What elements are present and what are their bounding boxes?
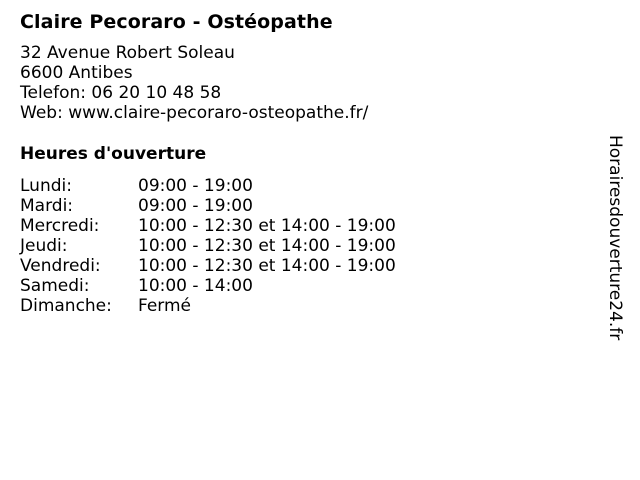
address-city: 6600 Antibes [20,63,133,83]
day-label: Mardi: [20,196,74,216]
time-value: 09:00 - 19:00 [138,176,253,196]
day-label: Vendredi: [20,256,101,276]
business-name: Claire Pecoraro - Ostéopathe [20,11,333,33]
address-block [20,43,590,123]
day-label: Jeudi: [20,236,68,256]
time-value: 10:00 - 12:30 et 14:00 - 19:00 [138,256,396,276]
hours-row-saturday [20,276,590,296]
hours-row-friday [20,256,590,276]
address-street: 32 Avenue Robert Soleau [20,43,235,63]
business-card [20,10,590,316]
day-label: Mercredi: [20,216,100,236]
hours-row-thursday [20,236,590,256]
hours-row-sunday [20,296,590,316]
phone-line: Telefon: 06 20 10 48 58 [20,83,222,103]
time-value: Fermé [138,296,192,316]
time-value: 10:00 - 14:00 [138,276,253,296]
time-value: 10:00 - 12:30 et 14:00 - 19:00 [138,216,396,236]
day-label: Dimanche: [20,296,112,316]
web-line: Web: www.claire-pecoraro-osteopathe.fr/ [20,103,369,123]
time-value: 09:00 - 19:00 [138,196,253,216]
hours-row-wednesday [20,216,590,236]
site-watermark: Horairesdouverture24.fr [605,135,625,341]
opening-hours-heading: Heures d'ouverture [20,144,207,164]
opening-hours-table [20,176,590,316]
hours-row-monday [20,176,590,196]
hours-row-tuesday [20,196,590,216]
day-label: Lundi: [20,176,72,196]
time-value: 10:00 - 12:30 et 14:00 - 19:00 [138,236,396,256]
day-label: Samedi: [20,276,90,296]
